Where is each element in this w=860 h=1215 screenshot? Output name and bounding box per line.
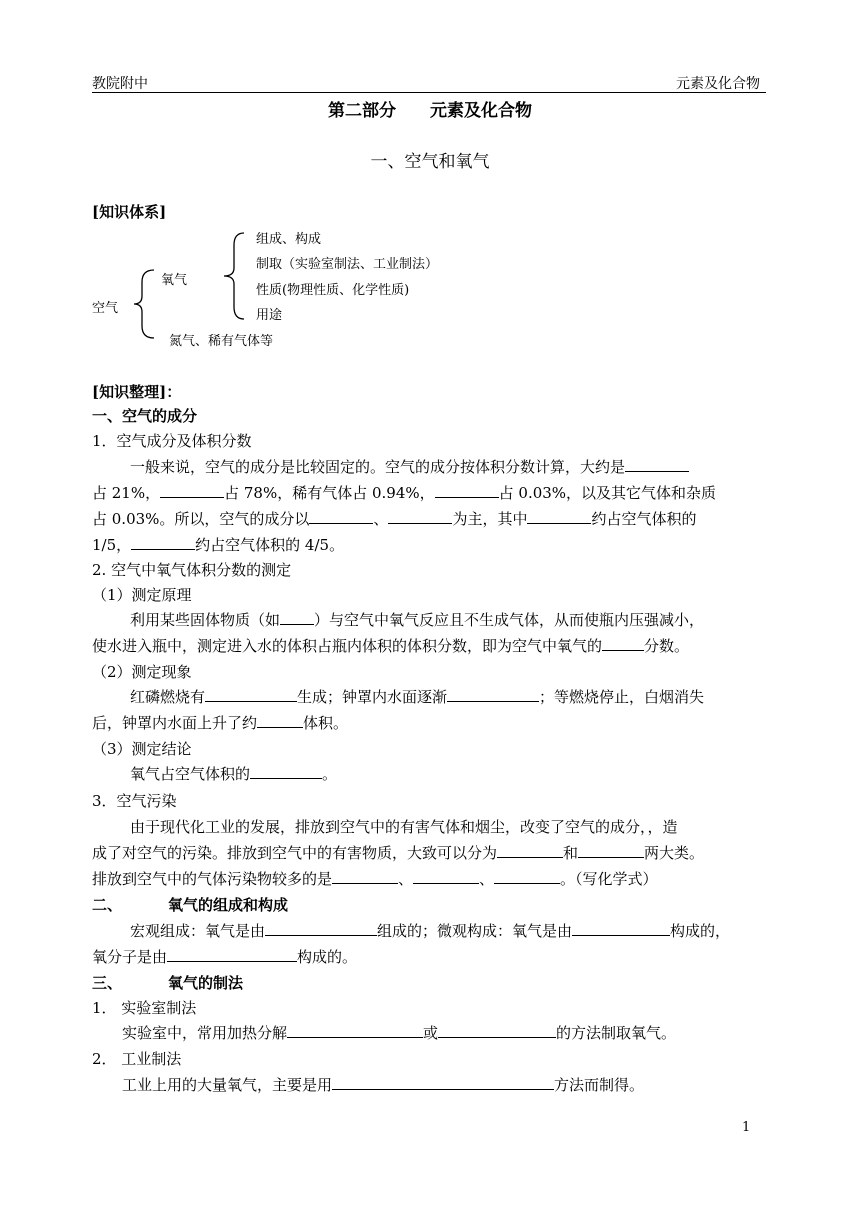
text-run: 一般来说，空气的成分是比较固定的。空气的成分按体积分数计算，大约是 (130, 458, 626, 476)
paragraph-line (92, 1074, 798, 1096)
text-run: 为主，其中 (452, 510, 528, 528)
page-number: 1 (742, 1120, 751, 1135)
text-run: 体积。 (303, 714, 349, 732)
text-run: 氧分子是由 (92, 948, 168, 966)
fill-blank[interactable] (435, 482, 499, 498)
fill-blank[interactable] (602, 635, 644, 651)
subsection-industry-title: 2． 工业制法 (92, 1050, 182, 1068)
fill-blank[interactable] (250, 763, 322, 779)
text-run: 、 (398, 870, 414, 888)
page-title: 第二部分 元素及化合物 (328, 101, 532, 121)
text-run: 成了对空气的污染。排放到空气中的有害物质，大致可以分为 (92, 844, 498, 862)
section-2-title: 氧气的组成和构成 (168, 896, 289, 914)
paragraph-line: 由于现代化工业的发展，排放到空气中的有害气体和烟尘，改变了空气的成分，，造 (130, 818, 678, 836)
tree-leaf-1: 组成、构成 (256, 232, 322, 247)
paragraph-line (92, 609, 806, 631)
paragraph-line (92, 763, 806, 785)
method-2-title: （2）测定现象 (92, 663, 192, 681)
fill-blank[interactable] (257, 712, 303, 728)
text-run: 、 (479, 870, 495, 888)
section-2-heading (92, 894, 768, 916)
paragraph-line (92, 635, 768, 657)
paragraph-line (92, 482, 768, 504)
fill-blank[interactable] (494, 868, 560, 884)
fill-blank[interactable] (527, 508, 591, 524)
knowledge-review-heading: [知识整理]： (92, 383, 182, 401)
fill-blank[interactable] (413, 868, 479, 884)
section-3-number: 三、 (92, 974, 123, 992)
fill-blank[interactable] (447, 686, 539, 702)
text-run: 占 21%， (92, 484, 161, 502)
section-1-title: 一、空气的成分 (92, 407, 198, 425)
fill-blank[interactable] (572, 920, 670, 936)
text-run: 。 (322, 765, 338, 783)
fill-blank[interactable] (205, 686, 297, 702)
text-run: 组成的；微观构成：氧气是由 (377, 922, 573, 940)
text-run: 或 (423, 1024, 439, 1042)
fill-blank[interactable] (265, 920, 377, 936)
oxygen-brace-icon (222, 231, 246, 321)
text-run: 构成的。 (297, 948, 358, 966)
text-run: 构成的， (670, 922, 731, 940)
fill-blank[interactable] (332, 1074, 554, 1090)
section-2-number: 二、 (92, 896, 123, 914)
tree-leaf-4: 用途 (256, 308, 283, 323)
fill-blank[interactable] (388, 508, 452, 524)
paragraph-line (92, 686, 806, 708)
tree-leaf-3: 性质(物理性质、化学性质) (256, 283, 410, 298)
fill-blank[interactable] (309, 508, 373, 524)
text-run: 占 78%，稀有气体占 0.94%， (224, 484, 435, 502)
text-run: 1/5， (92, 536, 132, 554)
tree-node-oxygen: 氧气 (161, 273, 188, 288)
paragraph-line (92, 534, 768, 556)
paragraph-line (92, 946, 768, 968)
paragraph-line (92, 712, 768, 734)
text-run: ）与空气中氧气反应且不生成气体，从而使瓶内压强减小， (314, 611, 705, 629)
knowledge-system-heading: [知识体系] (92, 203, 167, 221)
tree-leaf-2: 制取（实验室制法、工业制法） (256, 257, 439, 272)
paragraph-line (92, 868, 768, 890)
text-run: 宏观组成：氧气是由 (130, 922, 266, 940)
text-run: 约占空气体积的 (591, 510, 697, 528)
text-run: 占 0.03%。所以，空气的成分以 (92, 510, 310, 528)
text-run: 氧气占空气体积的 (130, 765, 251, 783)
paragraph-line (92, 842, 768, 864)
fill-blank[interactable] (131, 534, 195, 550)
fill-blank[interactable] (625, 456, 689, 472)
subsection-1-title: 1．空气成分及体积分数 (92, 432, 252, 450)
text-run: 两大类。 (644, 844, 705, 862)
text-run: 生成；钟罩内水面逐渐 (297, 688, 448, 706)
text-run: 的方法制取氧气。 (556, 1024, 677, 1042)
fill-blank[interactable] (160, 482, 224, 498)
section-3-heading (92, 972, 768, 994)
method-3-title: （3）测定结论 (92, 740, 192, 758)
section-3-title: 氧气的制法 (168, 974, 244, 992)
tree-root-air: 空气 (92, 301, 119, 316)
text-run: 实验室中，常用加热分解 (122, 1024, 288, 1042)
text-run: 约占空气体积的 4/5。 (195, 536, 345, 554)
fill-blank[interactable] (578, 842, 644, 858)
fill-blank[interactable] (287, 1022, 423, 1038)
section-subtitle: 一、空气和氧气 (370, 152, 490, 172)
tree-node-others: 氮气、稀有气体等 (169, 334, 274, 349)
text-run: 方法而制得。 (554, 1076, 645, 1094)
left-brace-icon (132, 268, 156, 340)
subsection-2-title: 2. 空气中氧气体积分数的测定 (92, 561, 292, 579)
text-run: 、 (373, 510, 389, 528)
text-run: 工业上用的大量氧气，主要是用 (122, 1076, 333, 1094)
text-run: 使水进入瓶中，测定进入水的体积占瓶内体积的体积分数，即为空气中氧气的 (92, 637, 603, 655)
header-left: 教院附中 (92, 76, 148, 92)
subsection-3-title: 3．空气污染 (92, 792, 177, 810)
text-run: 后，钟罩内水面上升了约 (92, 714, 258, 732)
text-run: 和 (563, 844, 579, 862)
paragraph-line (92, 1022, 798, 1044)
header-divider (92, 92, 766, 93)
text-run: 排放到空气中的气体污染物较多的是 (92, 870, 333, 888)
paragraph-line (92, 508, 768, 530)
paragraph-line (92, 456, 806, 478)
paragraph-line (92, 920, 806, 942)
text-run: 。（写化学式） (560, 870, 658, 888)
text-run: 红磷燃烧有 (130, 688, 206, 706)
text-run: 占 0.03%，以及其它气体和杂质 (498, 484, 717, 502)
method-1-title: （1）测定原理 (92, 586, 192, 604)
fill-blank[interactable] (167, 946, 297, 962)
subsection-lab-title: 1． 实验室制法 (92, 999, 197, 1017)
text-run: 利用某些固体物质（如 (130, 611, 281, 629)
fill-blank[interactable] (332, 868, 398, 884)
fill-blank[interactable] (497, 842, 563, 858)
text-run: 分数。 (644, 637, 690, 655)
fill-blank[interactable] (280, 609, 314, 625)
text-run: ；等燃烧停止，白烟消失 (539, 688, 705, 706)
fill-blank[interactable] (438, 1022, 556, 1038)
header-right: 元素及化合物 (676, 76, 760, 92)
